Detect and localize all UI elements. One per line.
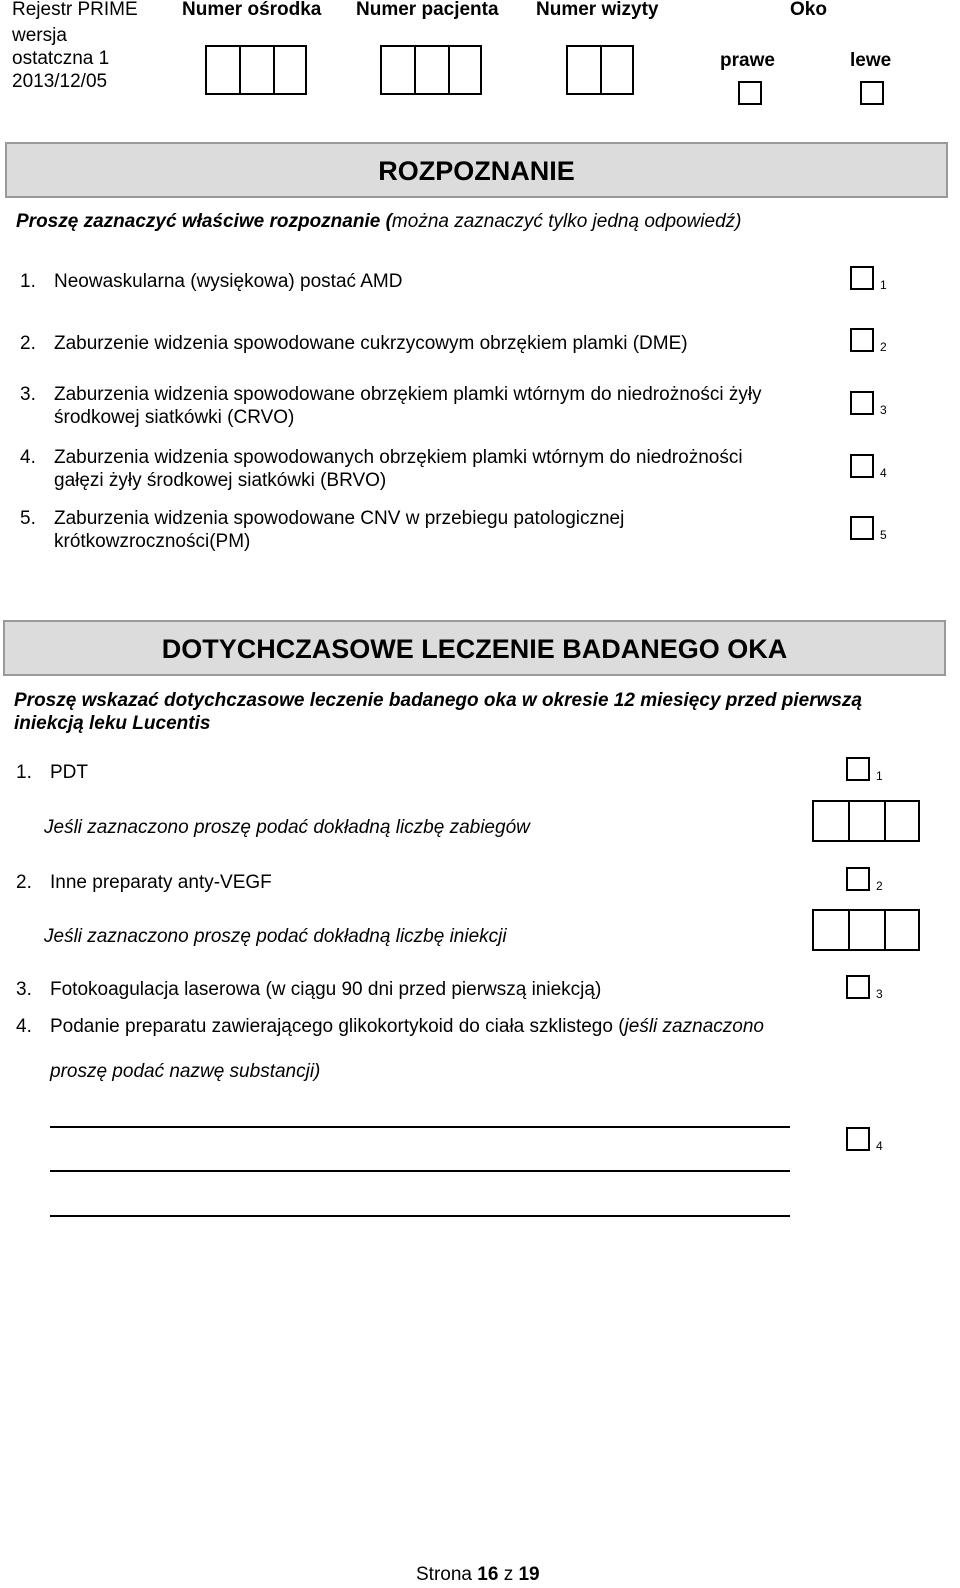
registry-name: Rejestr PRIME [12,0,138,20]
visit-number-digit-2[interactable] [600,45,634,95]
treatment-laser-checkbox[interactable] [846,975,870,999]
substance-name-line-1[interactable] [50,1126,790,1128]
patient-number-digit-2[interactable] [414,45,450,95]
option-number: 2. [20,333,36,354]
option-label-line-2: proszę podać nazwę substancji) [50,1061,321,1082]
diagnosis-option-2-checkbox[interactable] [850,328,874,352]
treatment-glucocorticoid-checkbox[interactable] [846,1127,870,1151]
treatment-instruction-line-1: Proszę wskazać dotychczasowe leczenie badanego oka w okresie 12 miesięcy przed pierwszą [14,690,862,711]
option-label-line-2: gałęzi żyły środkowej siatkówki (BRVO) [54,470,387,491]
option-label-line-1: Zaburzenia widzenia spowodowane CNV w przebiegu patologicznej [54,508,625,529]
diagnosis-option-5-checkbox[interactable] [850,516,874,540]
center-number-digit-1[interactable] [205,45,241,95]
eye-right-checkbox[interactable] [738,81,762,105]
pdt-count-digit-2[interactable] [848,800,886,842]
treatment-banner [3,620,946,676]
option-code: 1 [876,769,883,783]
option-label: Fotokoagulacja laserowa (w ciągu 90 dni przed pierwszą iniekcją) [50,979,602,1000]
page-total: 19 [518,1564,540,1585]
diagnosis-instruction [16,210,742,233]
option-code: 4 [876,1139,883,1153]
followup-label: Jeśli zaznaczono proszę podać dokładną liczbę zabiegów [44,817,530,838]
option-code: 2 [876,879,883,893]
treatment-anti-vegf-checkbox[interactable] [846,867,870,891]
eye-label: Oko [790,0,827,20]
diagnosis-instruction-bold: Proszę zaznaczyć właściwe rozpoznanie ( [16,211,392,232]
option-label: Inne preparaty anty-VEGF [50,872,272,893]
option-number: 1. [20,271,36,292]
option-number: 2. [16,872,32,893]
option-code: 3 [876,987,883,1001]
page-current: 16 [477,1564,499,1585]
center-number-digit-3[interactable] [273,45,307,95]
diagnosis-option-3-checkbox[interactable] [850,391,874,415]
patient-number-label: Numer pacjenta [356,0,499,20]
option-number: 3. [16,979,32,1000]
diagnosis-option-1-checkbox[interactable] [850,266,874,290]
option-number: 3. [20,384,36,405]
option-label-line-1: Zaburzenia widzenia spowodowanych obrzękiem plamki wtórnym do niedrożności [54,447,743,468]
version-label: wersja [12,25,67,46]
pdt-count-digit-1[interactable] [812,800,850,842]
option-code: 4 [880,466,887,480]
eye-left-label: lewe [850,50,892,71]
followup-label: Jeśli zaznaczono proszę podać dokładną liczbę iniekcji [44,926,507,947]
option-label-line-1: Zaburzenia widzenia spowodowane obrzękiem plamki wtórnym do niedrożności żyły [54,384,762,405]
option-label-line-2: środkowej siatkówki (CRVO) [54,407,295,428]
option-label: PDT [50,762,88,783]
substance-name-line-3[interactable] [50,1215,790,1217]
option-code: 3 [880,403,887,417]
diagnosis-title: ROZPOZNANIE [378,156,575,186]
page-word: Strona [416,1564,472,1585]
page-number [416,1564,540,1586]
eye-right-label: prawe [720,50,775,71]
option-code: 1 [880,278,887,292]
option-code: 2 [880,340,887,354]
option-code: 5 [880,528,887,542]
diagnosis-banner [5,142,948,198]
pdt-count-digit-3[interactable] [884,800,920,842]
version-value: ostatczna 1 [12,48,110,69]
option-label-normal: Podanie preparatu zawierającego glikokortykoid do ciała szklistego ( [50,1016,625,1037]
page-of: z [503,1564,514,1585]
injection-count-digit-1[interactable] [812,909,850,951]
diagnosis-option-4-checkbox[interactable] [850,454,874,478]
option-label-line-2: krótkowzroczności(PM) [54,531,251,552]
patient-number-digit-1[interactable] [380,45,416,95]
injection-count-digit-3[interactable] [884,909,920,951]
injection-count-digit-2[interactable] [848,909,886,951]
treatment-title: DOTYCHCZASOWE LECZENIE BADANEGO OKA [161,634,788,664]
substance-name-line-2[interactable] [50,1170,790,1172]
patient-number-digit-3[interactable] [448,45,482,95]
option-number: 4. [20,447,36,468]
visit-number-digit-1[interactable] [566,45,602,95]
treatment-instruction-line-2: iniekcją leku Lucentis [14,713,211,734]
option-label: Zaburzenie widzenia spowodowane cukrzycowym obrzękiem plamki (DME) [54,333,688,354]
treatment-pdt-checkbox[interactable] [846,757,870,781]
version-date: 2013/12/05 [12,71,108,92]
center-number-digit-2[interactable] [239,45,275,95]
diagnosis-instruction-normal: można zaznaczyć tylko jedną odpowiedź) [391,211,742,232]
option-number: 1. [16,762,32,783]
option-number: 4. [16,1016,32,1037]
eye-left-checkbox[interactable] [860,81,884,105]
option-label: Neowaskularna (wysiękowa) postać AMD [54,271,403,292]
visit-number-label: Numer wizyty [536,0,659,20]
option-label-line-1 [50,1015,764,1038]
option-label-italic: jeśli zaznaczono [624,1016,764,1037]
center-number-label: Numer ośrodka [182,0,322,20]
option-number: 5. [20,508,36,529]
